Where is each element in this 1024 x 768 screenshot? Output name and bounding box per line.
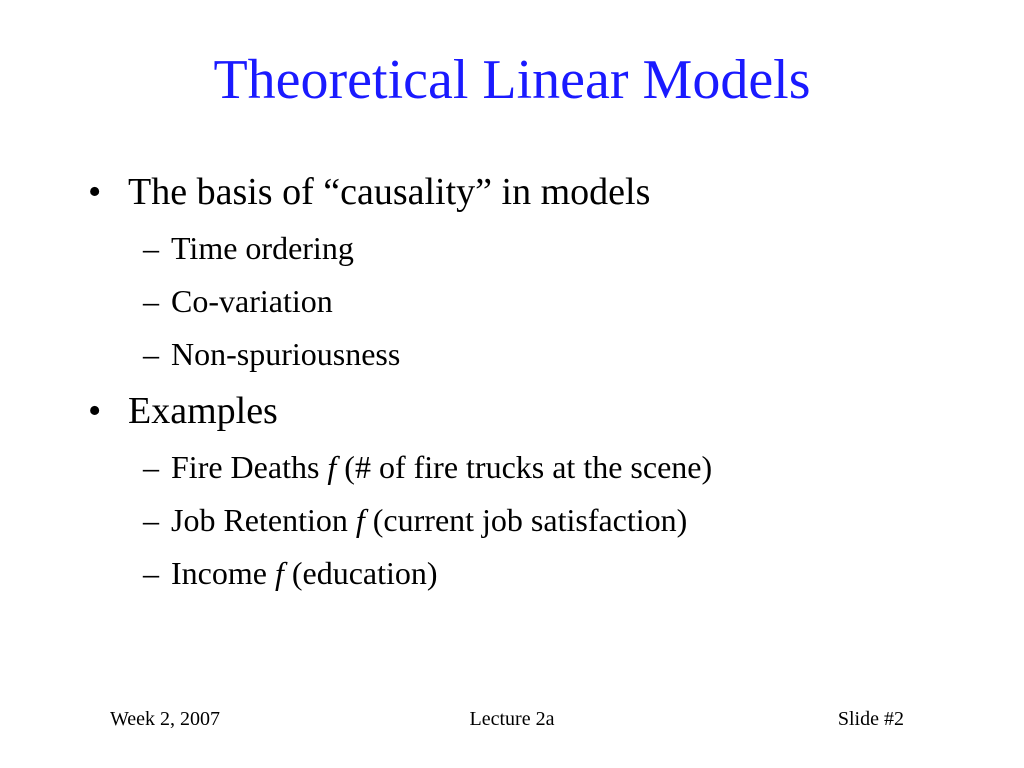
bullet-marker: • [88, 390, 102, 432]
sub-item-text: Time ordering [171, 230, 354, 266]
sub-item-co-variation [143, 281, 333, 321]
bullet-text: Examples [128, 390, 278, 432]
footer-lecture: Lecture 2a [469, 708, 555, 730]
sub-item-time-ordering [143, 228, 354, 268]
dash-marker: – [143, 555, 159, 591]
sub-item-non-spuriousness [143, 334, 400, 374]
dash-marker: – [143, 502, 159, 538]
function-symbol: f [355, 502, 365, 538]
function-symbol: f [274, 555, 284, 591]
sub-item-pre: Fire Deaths [171, 449, 328, 485]
dash-marker: – [143, 230, 159, 266]
bullet-text: The basis of “causality” in models [128, 171, 651, 213]
sub-item-job-retention [143, 500, 687, 540]
bullet-marker: • [88, 171, 102, 213]
sub-item-pre: Job Retention [171, 502, 356, 538]
sub-item-post: (current job satisfaction) [364, 502, 688, 538]
function-symbol: f [327, 449, 337, 485]
dash-marker: – [143, 283, 159, 319]
sub-item-income [143, 553, 438, 593]
sub-item-fire-deaths [143, 447, 712, 487]
footer-date: Week 2, 2007 [110, 708, 221, 730]
footer-slide-number: Slide #2 [837, 708, 904, 730]
sub-item-text: Co-variation [171, 283, 333, 319]
sub-item-text: Non-spuriousness [171, 336, 401, 372]
dash-marker: – [143, 449, 159, 485]
sub-item-post: (# of fire trucks at the scene) [336, 449, 713, 485]
slide-title: Theoretical Linear Models [213, 49, 811, 111]
sub-item-post: (education) [283, 555, 438, 591]
bullet-causality [88, 168, 650, 216]
sub-item-pre: Income [171, 555, 275, 591]
dash-marker: – [143, 336, 159, 372]
bullet-examples [88, 387, 278, 435]
